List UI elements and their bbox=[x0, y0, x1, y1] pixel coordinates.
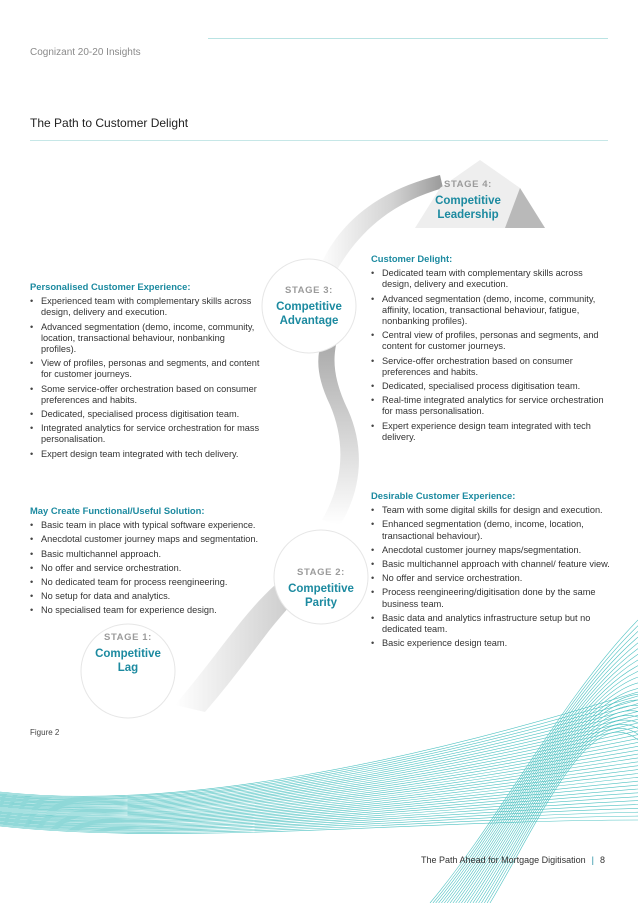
block-heading: Customer Delight: bbox=[371, 253, 453, 264]
wave-line bbox=[0, 723, 638, 805]
list-item: • Basic data and analytics infrastructure setup but no dedicated team. bbox=[371, 613, 611, 635]
list-item: • Advanced segmentation (demo, income, community, affinity, location, transactional behaviour, fatigue, nonbanking profiles). bbox=[371, 294, 611, 328]
list-item: • Anecdotal customer journey maps and segmentation. bbox=[30, 534, 282, 545]
list-item: • View of profiles, personas and segments, and content for customer journeys. bbox=[30, 358, 262, 380]
stage-2-number: STAGE 2: bbox=[297, 567, 345, 578]
footer-title: The Path Ahead for Mortgage Digitisation bbox=[421, 855, 586, 865]
stage-3-name bbox=[257, 300, 361, 328]
list-item: • Basic multichannel approach with channel/ feature view. bbox=[371, 559, 611, 570]
list-item: • No dedicated team for process reengineering. bbox=[30, 577, 282, 588]
stage-2-name bbox=[269, 582, 373, 610]
stage-4-name-line2: Leadership bbox=[437, 209, 499, 221]
block-personalised bbox=[30, 281, 262, 463]
stage-1-name-line2: Lag bbox=[117, 662, 139, 674]
stage-3 bbox=[257, 285, 361, 328]
stage-1-number: STAGE 1: bbox=[104, 632, 152, 643]
stage-1-name bbox=[76, 647, 180, 675]
page-number: 8 bbox=[599, 855, 605, 865]
list-item: • Anecdotal customer journey maps/segmentation. bbox=[371, 545, 611, 556]
list-item: • No offer and service orchestration. bbox=[371, 573, 611, 584]
figure-title: The Path to Customer Delight bbox=[30, 116, 189, 130]
list-item: • Basic multichannel approach. bbox=[30, 549, 282, 560]
list-item: • Dedicated team with complementary skills across design, delivery and execution. bbox=[371, 268, 611, 290]
list-item: • Basic team in place with typical software experience. bbox=[30, 520, 282, 531]
page-footer bbox=[421, 855, 605, 865]
list-item: • Central view of profiles, personas and segments, and content for customer journeys. bbox=[371, 330, 611, 352]
stage-3-name-line1: Competitive bbox=[276, 301, 342, 313]
list-item: • Dedicated, specialised process digitisation team. bbox=[371, 381, 611, 392]
stage-2-name-line1: Competitive bbox=[288, 583, 354, 595]
stage-3-name-line2: Advantage bbox=[279, 315, 339, 327]
stage-4-name-line1: Competitive bbox=[435, 195, 501, 207]
list-item: • Service-offer orchestration based on consumer preferences and habits. bbox=[371, 356, 611, 378]
block-heading: Desirable Customer Experience: bbox=[371, 490, 516, 501]
list-item: • No offer and service orchestration. bbox=[30, 563, 282, 574]
list-item: • Real-time integrated analytics for service orchestration for mass personalisation. bbox=[371, 395, 611, 417]
list-item: • Integrated analytics for service orchestration for mass personalisation. bbox=[30, 423, 262, 445]
block-heading: Personalised Customer Experience: bbox=[30, 281, 191, 292]
stage-4-name bbox=[416, 194, 520, 222]
footer-separator: | bbox=[591, 855, 594, 865]
wave-line bbox=[0, 719, 638, 804]
figure-label: Figure 2 bbox=[30, 728, 60, 737]
block-functional bbox=[30, 505, 282, 620]
bullet-list bbox=[371, 505, 611, 649]
block-desirable bbox=[371, 490, 611, 652]
block-delight bbox=[371, 253, 611, 446]
stage-2-name-line2: Parity bbox=[305, 597, 337, 609]
stage-4 bbox=[416, 179, 520, 222]
list-item: • Expert design team integrated with tech delivery. bbox=[30, 449, 262, 460]
bullet-list bbox=[30, 520, 282, 616]
wave-line bbox=[0, 704, 638, 800]
wave-line bbox=[470, 700, 638, 903]
list-item: • Some service-offer orchestration based on consumer preferences and habits. bbox=[30, 384, 262, 406]
list-item: • Dedicated, specialised process digitisation team. bbox=[30, 409, 262, 420]
list-item: • Advanced segmentation (demo, income, community, location, transactional behaviour, nonbanking profiles). bbox=[30, 322, 262, 356]
list-item: • No setup for data and analytics. bbox=[30, 591, 282, 602]
stage-4-number: STAGE 4: bbox=[444, 179, 492, 190]
block-heading: May Create Functional/Useful Solution: bbox=[30, 505, 205, 516]
stage-3-number: STAGE 3: bbox=[285, 285, 333, 296]
publication-header: Cognizant 20-20 Insights bbox=[30, 47, 141, 58]
list-item: • Process reengineering/digitisation done by the same business team. bbox=[371, 587, 611, 609]
stage-1 bbox=[76, 632, 180, 675]
bullet-list bbox=[30, 296, 262, 460]
list-item: • Basic experience design team. bbox=[371, 638, 611, 649]
stage-1-name-line1: Competitive bbox=[95, 648, 161, 660]
list-item: • Experienced team with complementary skills across design, delivery and execution. bbox=[30, 296, 262, 318]
list-item: • Expert experience design team integrated with tech delivery. bbox=[371, 421, 611, 443]
stage-2 bbox=[269, 567, 373, 610]
path-segment-middle bbox=[318, 340, 359, 525]
list-item: • Team with some digital skills for design and execution. bbox=[371, 505, 611, 516]
list-item: • Enhanced segmentation (demo, income, location, transactional behaviour). bbox=[371, 519, 611, 541]
list-item: • No specialised team for experience design. bbox=[30, 605, 282, 616]
bullet-list bbox=[371, 268, 611, 443]
